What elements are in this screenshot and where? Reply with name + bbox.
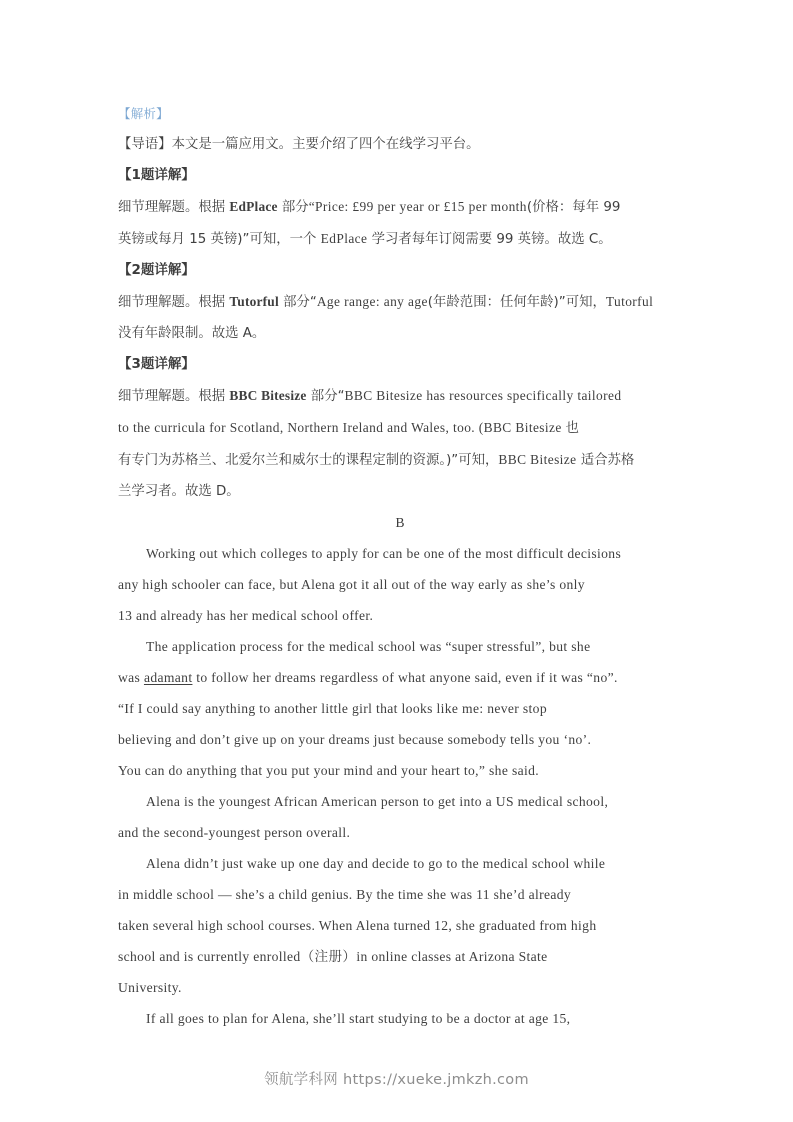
text-segment: EdPlace: [229, 199, 278, 214]
passage-line: [118, 662, 682, 693]
watermark-site-name: 领航学科网: [264, 1072, 339, 1088]
text-segment: Working out which colleges to apply for can be one of the most difficult decisions: [146, 546, 622, 561]
text-segment: 学习者每年订阅需要 99 英镑。故选 C。: [367, 232, 612, 247]
analysis-item-heading: 【1题详解】: [118, 167, 195, 183]
text-segment: in middle school — she’s a child genius. By the time she was 11 she’d already: [118, 887, 572, 902]
text-segment: (价格：每年 99: [526, 200, 621, 215]
text-segment: 细节理解题。根据: [118, 389, 230, 404]
passage-line: [118, 631, 682, 662]
passage-line: [118, 941, 682, 972]
analysis-item-line: [118, 286, 682, 318]
text-segment: was: [118, 670, 144, 685]
passage-line: [118, 724, 682, 755]
guide-heading: 【导语】: [118, 137, 172, 152]
guide-line: [118, 129, 682, 160]
text-segment: EdPlace: [320, 231, 368, 246]
text-segment: Alena didn’t just wake up one day and decide to go to the medical school while: [146, 856, 606, 871]
text-segment: 细节理解题。根据: [118, 295, 230, 310]
passage-line: [118, 538, 682, 569]
underlined-word: adamant: [143, 670, 193, 685]
passage-line: [118, 1003, 682, 1034]
text-segment: Alena is the youngest African American person to get into a US medical school,: [146, 794, 609, 809]
text-segment: University.: [118, 980, 182, 995]
text-segment: taken several high school courses. When Alena turned 12, she graduated from high: [118, 918, 597, 933]
text-segment: “If I could say anything to another little girl that looks like me: never stop: [118, 701, 547, 716]
analysis-item-line: [118, 223, 682, 255]
text-segment: 也: [565, 421, 579, 436]
text-segment: 兰学习者。故选 D。: [118, 484, 240, 499]
analysis-item-line: [118, 318, 682, 349]
text-segment: Tutorful: [229, 294, 279, 309]
text-segment: school and is currently enrolled（注册）in online classes at Arizona State: [118, 949, 548, 964]
guide-text: 本文是一篇应用文。主要介绍了四个在线学习平台。: [171, 137, 480, 152]
text-segment: 部分“: [278, 295, 317, 310]
text-segment: 部分“: [306, 389, 345, 404]
analysis-items: [118, 160, 682, 507]
passage-line: [118, 817, 682, 848]
text-segment: If all goes to plan for Alena, she’ll start studying to be a doctor at age 15,: [146, 1011, 571, 1026]
text-segment: Tutorful: [605, 294, 654, 309]
text-segment: The application process for the medical school was “super stressful”, but she: [146, 639, 591, 654]
text-segment: (年龄范围：任何年龄)”可知，: [427, 295, 606, 310]
passage-line: [118, 693, 682, 724]
analysis-item-line: [118, 191, 682, 223]
text-segment: 13 and already has her medical school offer.: [118, 608, 374, 623]
text-segment: 英镑或每月 15 英镑)”可知，一个: [118, 232, 321, 247]
passage-line: [118, 879, 682, 910]
passage-line: [118, 600, 682, 631]
passage-line: [118, 786, 682, 817]
analysis-item-heading: 【2题详解】: [118, 262, 195, 278]
watermark-url: https://xueke.jmkzh.com: [343, 1072, 529, 1088]
passage-line: [118, 972, 682, 1003]
text-segment: to the curricula for Scotland, Northern Ireland and Wales, too. (BBC Bitesize: [118, 420, 566, 435]
text-segment: 适合苏格: [576, 453, 635, 468]
text-segment: 部分: [277, 200, 309, 215]
section-letter: B: [395, 515, 405, 530]
text-segment: Age range: any age: [316, 294, 428, 309]
analysis-item-line: [118, 476, 682, 507]
text-segment: “Price: £99 per year or £15 per month: [308, 199, 527, 214]
analysis-item-line: [118, 444, 682, 476]
text-segment: You can do anything that you put your mind and your heart to,” she said.: [118, 763, 539, 778]
text-segment: BBC Bitesize: [229, 388, 307, 403]
passage-line: [118, 569, 682, 600]
analysis-label: 【解析】: [118, 106, 169, 121]
passage-body: [118, 538, 682, 1034]
analysis-item-line: [118, 380, 682, 412]
passage-line: [118, 910, 682, 941]
text-segment: 有专门为苏格兰、北爱尔兰和威尔士的课程定制的资源。)”可知，: [118, 453, 499, 468]
text-segment: BBC Bitesize: [498, 452, 577, 467]
document-content: [118, 98, 682, 1034]
passage-line: [118, 755, 682, 786]
passage-line: [118, 848, 682, 879]
analysis-item-heading: 【3题详解】: [118, 356, 195, 372]
text-segment: believing and don’t give up on your dreams just because somebody tells you ‘no’.: [118, 732, 592, 747]
footer-watermark: [0, 1068, 793, 1089]
text-segment: 没有年龄限制。故选 A。: [118, 326, 266, 341]
analysis-item-line: [118, 412, 682, 444]
text-segment: and the second-youngest person overall.: [118, 825, 351, 840]
text-segment: to follow her dreams regardless of what anyone said, even if it was “no”.: [192, 670, 618, 685]
text-segment: BBC Bitesize has resources specifically tailored: [344, 388, 622, 403]
text-segment: 细节理解题。根据: [118, 200, 230, 215]
text-segment: any high schooler can face, but Alena got it all out of the way early as she’s only: [118, 577, 585, 592]
